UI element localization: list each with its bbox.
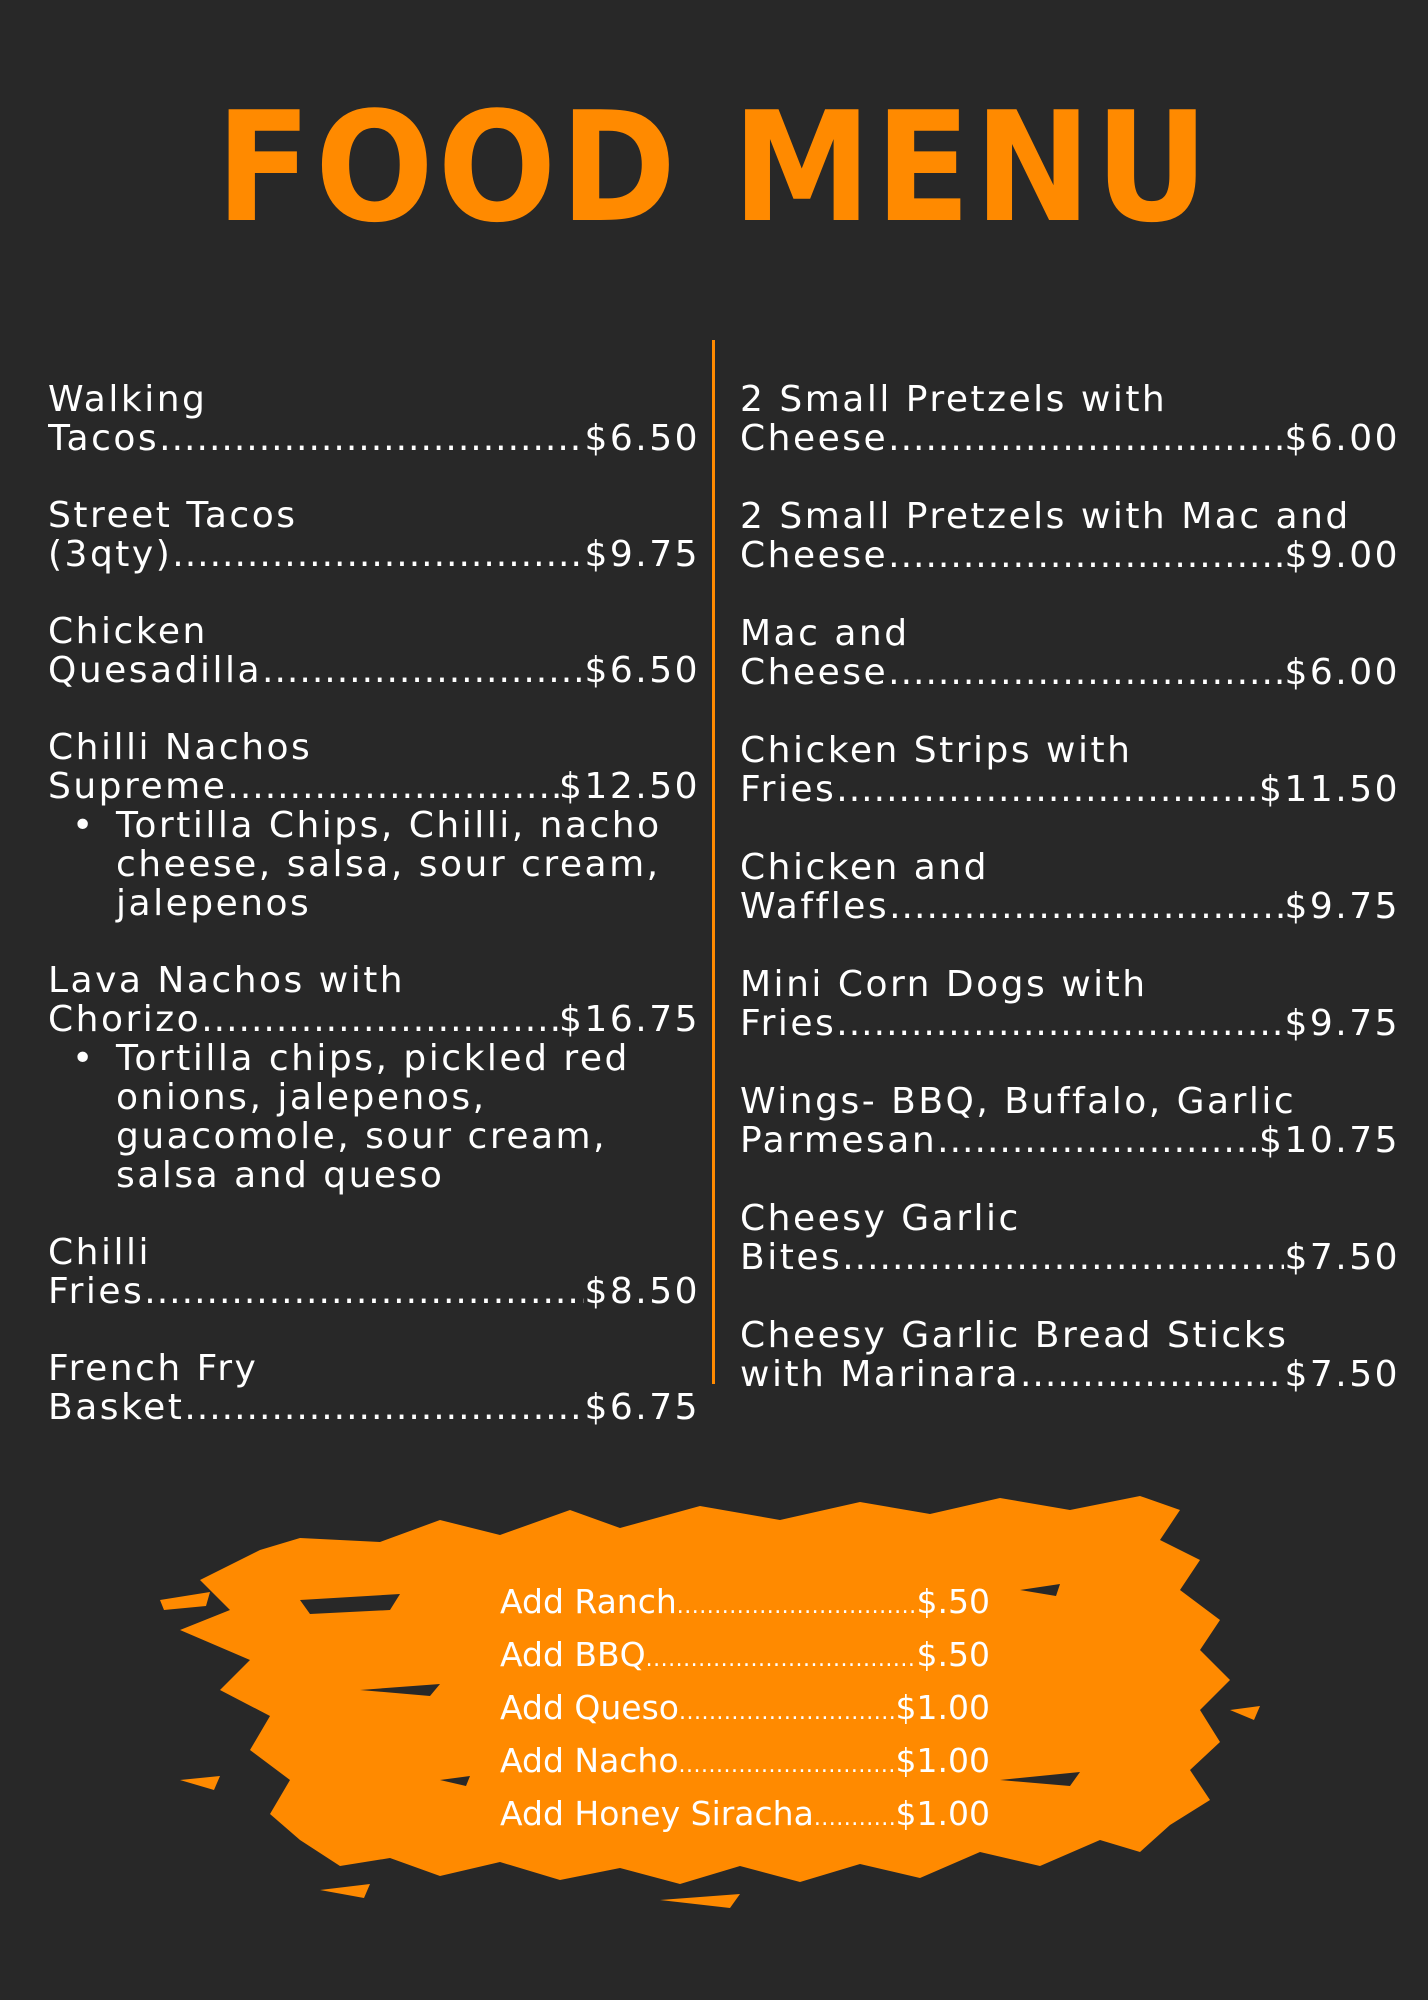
menu-item-price: $9.75 bbox=[1284, 1004, 1400, 1043]
menu-item bbox=[48, 728, 700, 923]
menu-item-name: 2 Small Pretzels with bbox=[740, 380, 1168, 419]
addon-name: Add Honey Siracha bbox=[500, 1794, 814, 1833]
addon-price: $1.00 bbox=[895, 1688, 990, 1727]
dot-leader bbox=[889, 887, 1284, 926]
addon-price: $.50 bbox=[916, 1635, 990, 1674]
dot-leader bbox=[172, 535, 584, 574]
addon-row bbox=[500, 1737, 990, 1790]
description-bullet bbox=[116, 806, 700, 923]
menu-item-price-line bbox=[740, 653, 1400, 692]
menu-item-description bbox=[48, 1039, 700, 1195]
menu-item-price: $10.75 bbox=[1259, 1121, 1400, 1160]
menu-item-price: $7.50 bbox=[1284, 1355, 1400, 1394]
menu-item-name: Mini Corn Dogs with bbox=[740, 965, 1148, 1004]
menu-item bbox=[740, 380, 1400, 458]
dot-leader bbox=[888, 653, 1284, 692]
menu-item-price-line bbox=[740, 536, 1400, 575]
menu-item-price: $7.50 bbox=[1284, 1238, 1400, 1277]
menu-item-name: Lava Nachos with bbox=[48, 961, 406, 1000]
addon-row bbox=[500, 1578, 990, 1631]
description-line: • Tortilla Chips, Chilli, nacho bbox=[116, 805, 662, 846]
menu-item-price: $16.75 bbox=[559, 1000, 700, 1039]
menu-item-name-end: Bites bbox=[740, 1238, 843, 1277]
addon-row bbox=[500, 1790, 990, 1843]
menu-item-price-line bbox=[48, 651, 700, 690]
menu-item-price-line bbox=[740, 1004, 1400, 1043]
menu-item-name-end: Fries bbox=[740, 1004, 837, 1043]
menu-item-price: $9.75 bbox=[1284, 887, 1400, 926]
menu-item-name-end: Supreme bbox=[48, 767, 228, 806]
menu-item bbox=[48, 380, 700, 458]
menu-item bbox=[48, 612, 700, 690]
menu-item bbox=[740, 1316, 1400, 1394]
menu-item-name: 2 Small Pretzels with Mac and bbox=[740, 497, 1351, 536]
menu-item-price-line bbox=[740, 419, 1400, 458]
menu-item-price: $9.00 bbox=[1284, 536, 1400, 575]
dot-leader bbox=[677, 1578, 917, 1631]
menu-item-name: Chicken Strips with bbox=[740, 731, 1133, 770]
menu-item-name-end: Cheese bbox=[740, 653, 889, 692]
menu-item-name-end: Parmesan bbox=[740, 1121, 938, 1160]
dot-leader bbox=[814, 1790, 896, 1843]
menu-item-price-line bbox=[48, 1272, 700, 1311]
dot-leader bbox=[184, 1388, 584, 1427]
description-line: salsa and queso bbox=[116, 1155, 445, 1196]
menu-item-price-line bbox=[48, 419, 700, 458]
menu-item-name-end: Cheese bbox=[740, 536, 889, 575]
menu-item-name: French Fry bbox=[48, 1349, 259, 1388]
dot-leader bbox=[679, 1684, 896, 1737]
menu-item-name-end: Basket bbox=[48, 1388, 185, 1427]
dot-leader bbox=[227, 767, 559, 806]
menu-item bbox=[48, 1349, 700, 1427]
dot-leader bbox=[201, 1000, 559, 1039]
menu-item bbox=[740, 497, 1400, 575]
menu-item-price: $9.75 bbox=[584, 535, 700, 574]
dot-leader bbox=[888, 419, 1284, 458]
menu-item-name-end: (3qty) bbox=[48, 535, 173, 574]
addon-row bbox=[500, 1631, 990, 1684]
dot-leader bbox=[842, 1238, 1284, 1277]
description-line: guacomole, sour cream, bbox=[116, 1116, 608, 1157]
dot-leader bbox=[836, 1004, 1284, 1043]
menu-item-name: Chicken bbox=[48, 612, 208, 651]
menu-title: FOOD MENU bbox=[215, 79, 1213, 256]
menu-item-price: $6.50 bbox=[584, 651, 700, 690]
menu-item bbox=[740, 731, 1400, 809]
menu-item-name-end: Waffles bbox=[740, 887, 890, 926]
menu-item-name-end: Chorizo bbox=[48, 1000, 202, 1039]
dot-leader bbox=[646, 1631, 917, 1684]
menu-item-price: $6.00 bbox=[1284, 653, 1400, 692]
menu-item bbox=[48, 1233, 700, 1311]
menu-item-price-line bbox=[48, 1000, 700, 1039]
description-line: onions, jalepenos, bbox=[116, 1077, 487, 1118]
description-line: cheese, salsa, sour cream, bbox=[116, 844, 661, 885]
menu-item bbox=[740, 614, 1400, 692]
addons-list bbox=[500, 1578, 990, 1843]
column-divider bbox=[712, 340, 715, 1384]
menu-item-price-line bbox=[48, 535, 700, 574]
menu-item-price-line bbox=[48, 767, 700, 806]
menu-item-name: Chicken and bbox=[740, 848, 989, 887]
addon-name: Add Queso bbox=[500, 1688, 679, 1727]
menu-item-name: Chilli bbox=[48, 1233, 151, 1272]
menu-item-name: Mac and bbox=[740, 614, 910, 653]
menu-item-name: Chilli Nachos bbox=[48, 728, 313, 767]
menu-item bbox=[48, 496, 700, 574]
addon-price: $1.00 bbox=[895, 1794, 990, 1833]
menu-item-price-line bbox=[740, 1238, 1400, 1277]
menu-item-name: Wings- BBQ, Buffalo, Garlic bbox=[740, 1082, 1297, 1121]
dot-leader bbox=[679, 1737, 896, 1790]
description-line: jalepenos bbox=[116, 883, 312, 924]
menu-item bbox=[740, 1199, 1400, 1277]
menu-item-name: Cheesy Garlic bbox=[740, 1199, 1021, 1238]
dot-leader bbox=[937, 1121, 1259, 1160]
dot-leader bbox=[262, 651, 584, 690]
dot-leader bbox=[144, 1272, 584, 1311]
addon-price: $1.00 bbox=[895, 1741, 990, 1780]
menu-item bbox=[740, 848, 1400, 926]
menu-item-name-end: with Marinara bbox=[740, 1355, 1020, 1394]
menu-item bbox=[740, 1082, 1400, 1160]
addon-name: Add Ranch bbox=[500, 1582, 677, 1621]
description-bullet bbox=[116, 1039, 700, 1195]
description-line: • Tortilla chips, pickled red bbox=[116, 1038, 630, 1079]
menu-item-price: $12.50 bbox=[559, 767, 700, 806]
menu-item-price-line bbox=[740, 887, 1400, 926]
menu-item bbox=[740, 965, 1400, 1043]
menu-item-name-end: Fries bbox=[48, 1272, 145, 1311]
menu-item-price: $6.00 bbox=[1284, 419, 1400, 458]
right-menu-column bbox=[740, 380, 1400, 1433]
menu-item-price-line bbox=[48, 1388, 700, 1427]
menu-item-name-end: Cheese bbox=[740, 419, 889, 458]
menu-item-price: $8.50 bbox=[584, 1272, 700, 1311]
menu-item-name: Cheesy Garlic Bread Sticks bbox=[740, 1316, 1289, 1355]
menu-item-description bbox=[48, 806, 700, 923]
menu-item-name-end: Quesadilla bbox=[48, 651, 263, 690]
addon-row bbox=[500, 1684, 990, 1737]
left-menu-column bbox=[48, 380, 700, 1465]
dot-leader bbox=[836, 770, 1259, 809]
menu-item-price: $11.50 bbox=[1259, 770, 1400, 809]
addon-price: $.50 bbox=[916, 1582, 990, 1621]
menu-item-name-end: Tacos bbox=[48, 419, 160, 458]
menu-item-price-line bbox=[740, 1121, 1400, 1160]
menu-item-name: Walking bbox=[48, 380, 208, 419]
addon-name: Add Nacho bbox=[500, 1741, 679, 1780]
dot-leader bbox=[1020, 1355, 1284, 1394]
dot-leader bbox=[888, 536, 1284, 575]
menu-item-price: $6.50 bbox=[584, 419, 700, 458]
menu-item-name: Street Tacos bbox=[48, 496, 298, 535]
dot-leader bbox=[159, 419, 584, 458]
menu-item-price-line bbox=[740, 770, 1400, 809]
menu-item-name-end: Fries bbox=[740, 770, 837, 809]
addon-name: Add BBQ bbox=[500, 1635, 646, 1674]
menu-item-price-line bbox=[740, 1355, 1400, 1394]
menu-item bbox=[48, 961, 700, 1195]
menu-item-price: $6.75 bbox=[584, 1388, 700, 1427]
